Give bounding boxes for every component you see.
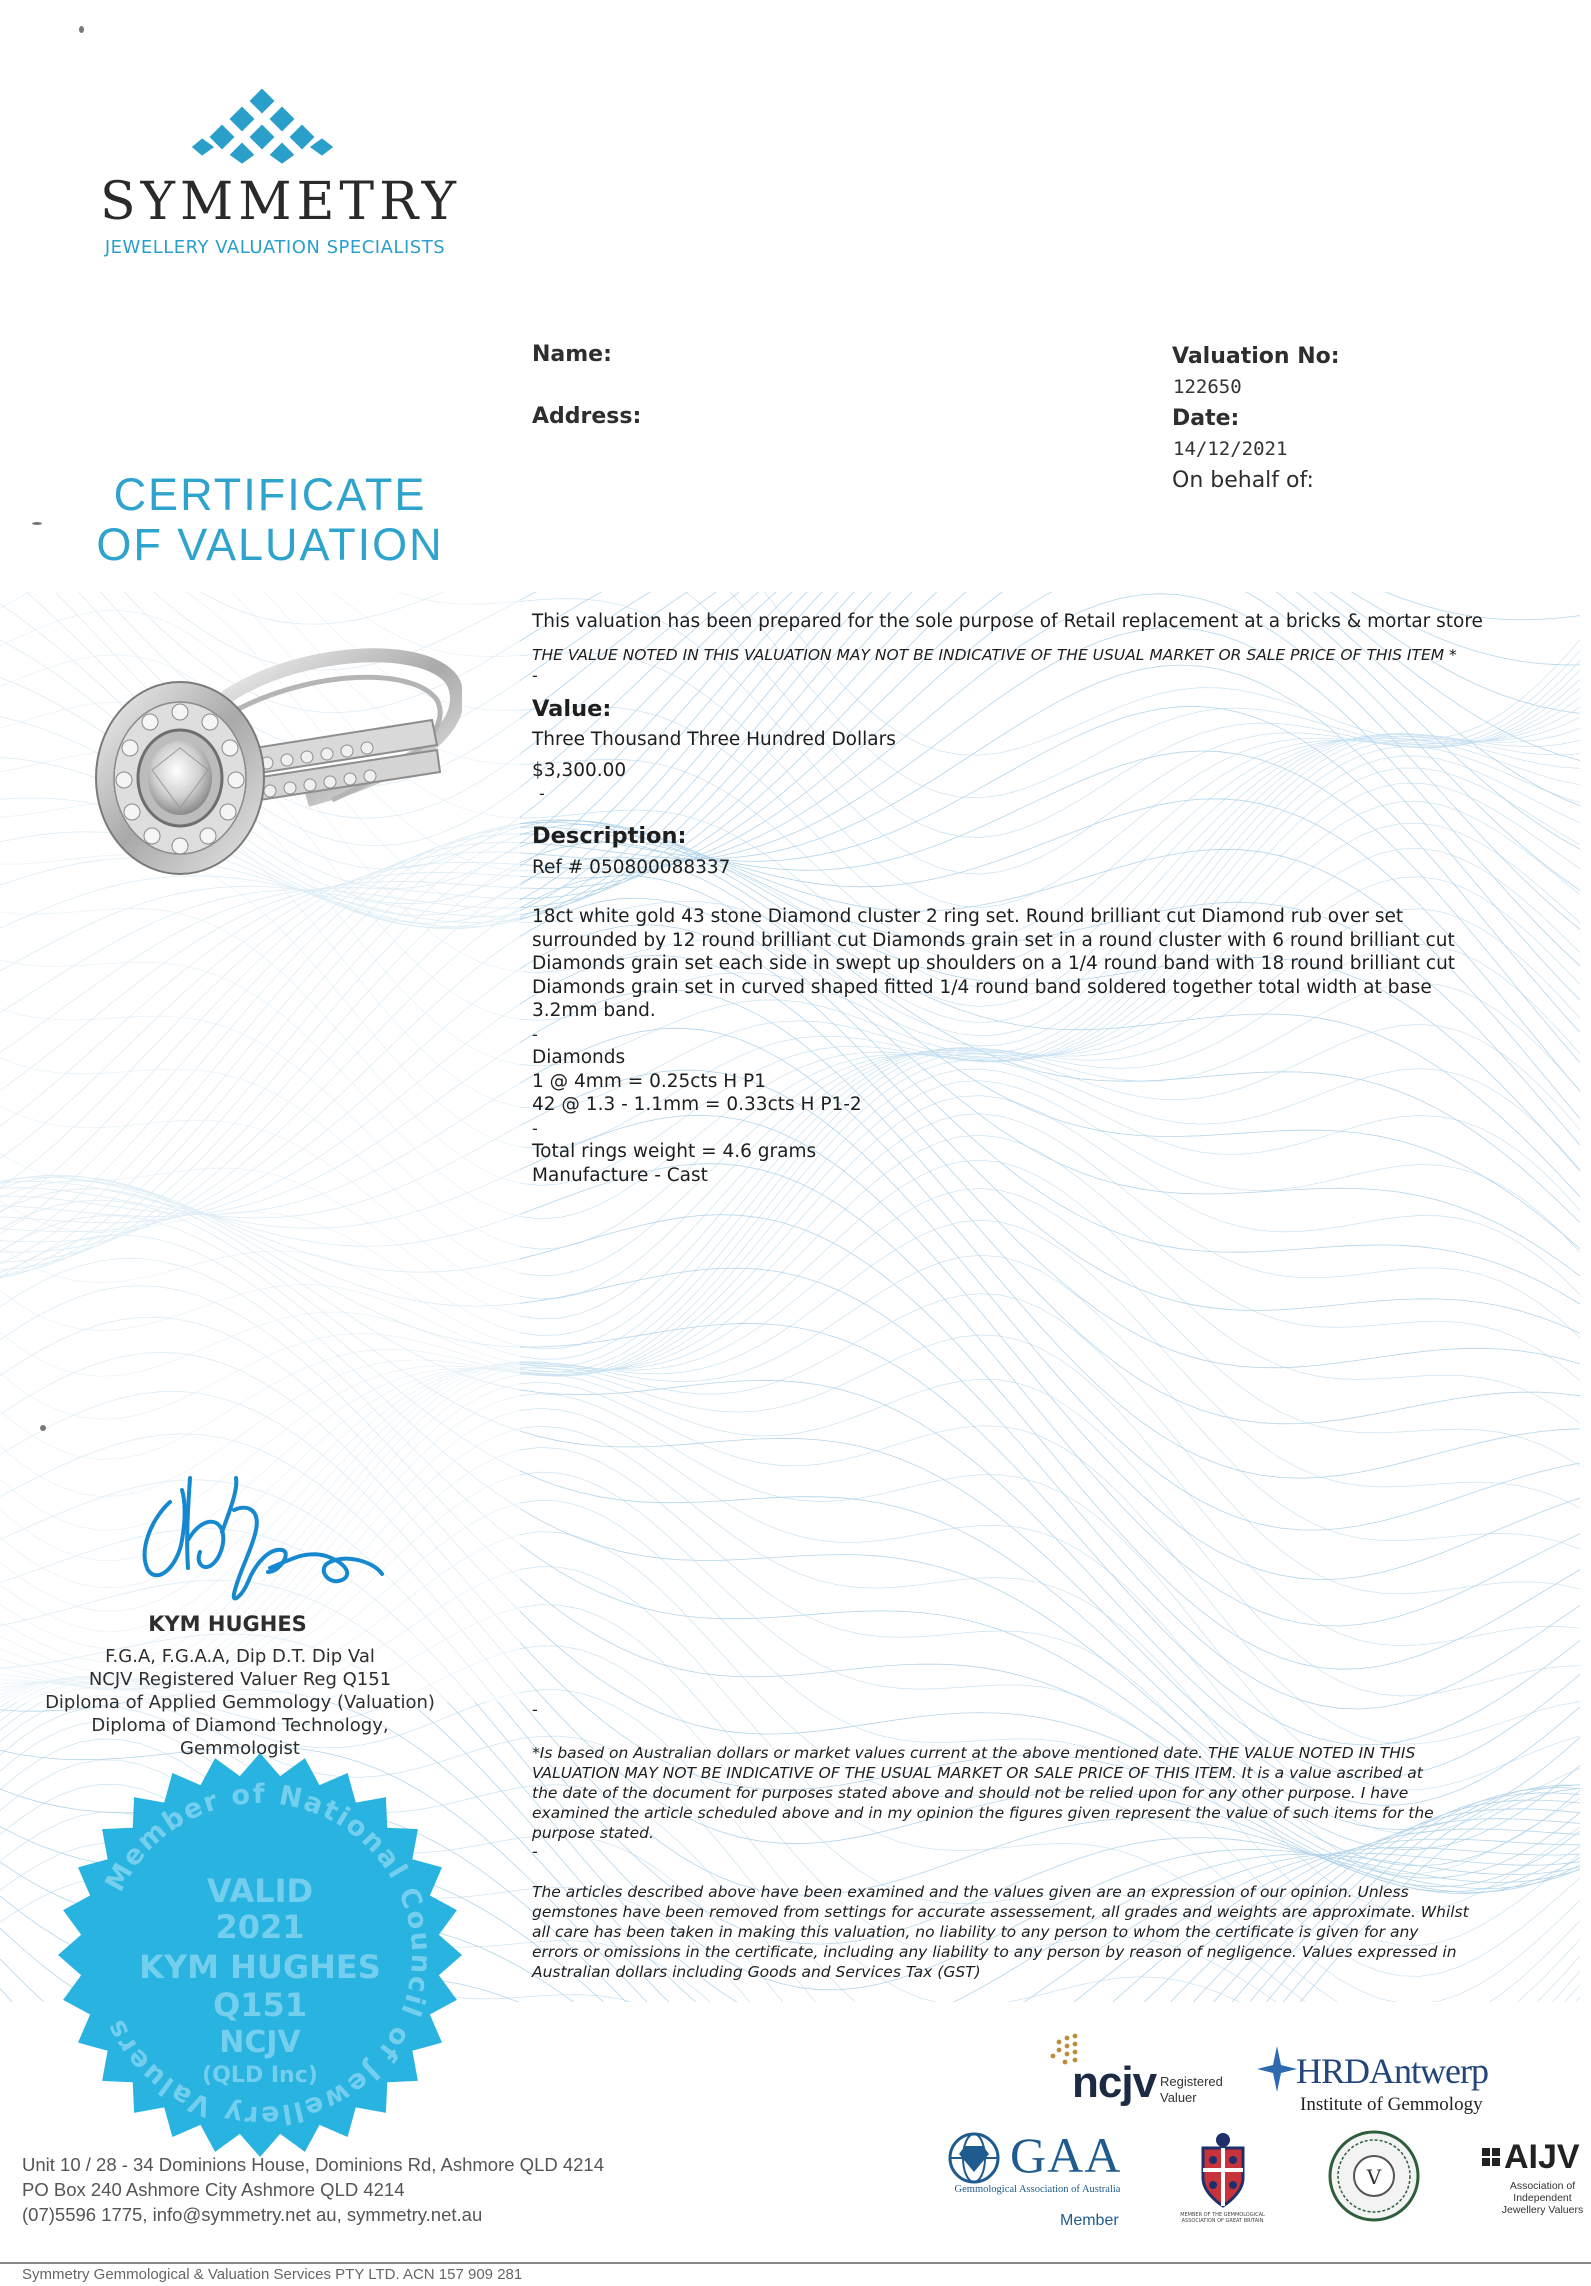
diamond-spec-2: 42 @ 1.3 - 1.1mm = 0.33cts H P1-2 — [532, 1094, 862, 1115]
separator-dash: - — [532, 666, 538, 685]
liability-note — [532, 1882, 1582, 1982]
description-heading: Description: — [532, 823, 687, 849]
description-line: 3.2mm band. — [532, 1000, 656, 1021]
certificate-title-line-1: CERTIFICATE — [113, 469, 427, 520]
ncjv-logo-text: ncjv — [1072, 2058, 1157, 2107]
credential-line: Diploma of Diamond Technology, — [91, 1715, 389, 1736]
ncjv-seal-stamp — [55, 1750, 465, 2160]
valuation-no-label: Valuation No: — [1172, 344, 1340, 369]
note-line: The articles described above have been examined and the values given are an expression of our opinion. Unless — [532, 1883, 1409, 1901]
description-line: 18ct white gold 43 stone Diamond cluster 2 ring set. Round brilliant cut Diamond rub over set — [532, 906, 1404, 927]
seal-line-6: (QLD Inc) — [202, 2063, 318, 2088]
brand-name: SYMMETRY — [100, 172, 461, 232]
item-description — [532, 905, 1572, 1187]
valuation-no-value: 122650 — [1173, 376, 1242, 398]
diamonds-heading: Diamonds — [532, 1047, 626, 1068]
valuer-credentials — [20, 1645, 460, 1760]
credential-line: NCJV Registered Valuer Reg Q151 — [88, 1669, 392, 1690]
total-weight: Total rings weight = 4.6 grams — [532, 1141, 817, 1162]
separator-dash: - — [539, 784, 545, 803]
note-line: gemstones have been removed from settings for accurate assessement, all grades and weights are approximate. Whilst — [532, 1903, 1469, 1921]
gemmological-crest-icon — [1195, 2130, 1251, 2210]
note-line: examined the article scheduled above and in my opinion the figures given represent the value of such items for the — [532, 1804, 1434, 1822]
value-amount: $3,300.00 — [532, 760, 627, 781]
hrd-star-icon — [1257, 2046, 1297, 2092]
address-line-2: PO Box 240 Ashmore City Ashmore QLD 4214 — [22, 2179, 405, 2200]
reference-number: Ref # 050800088337 — [532, 857, 731, 878]
brand-tagline: JEWELLERY VALUATION SPECIALISTS — [104, 237, 446, 258]
seal-line-4: Q151 — [213, 1986, 307, 2024]
gaa-globe-icon — [945, 2132, 1003, 2184]
gaa-member-label: Member — [1060, 2212, 1119, 2229]
seal-line-5: NCJV — [219, 2025, 301, 2060]
date-value: 14/12/2021 — [1173, 438, 1288, 460]
aijv-sub-line: Association of — [1509, 2180, 1576, 2192]
valuation-note — [532, 1743, 1582, 1843]
hrd-antwerp-logo-text: HRDAntwerp — [1296, 2051, 1488, 2091]
seal-line-2: 2021 — [215, 1908, 305, 1946]
hrd-institute-text: Institute of Gemmology — [1300, 2094, 1483, 2115]
ncjv-registered-valuer — [1160, 2074, 1223, 2106]
gaa-full-name: Gemmological Association of Australia — [954, 2184, 1121, 2195]
scan-speck — [79, 26, 84, 33]
contact-line: (07)5596 1775, info@symmetry.net au, symmetry.net.au — [22, 2204, 483, 2225]
description-line: Diamonds grain set in curved shaped fitted 1/4 round band soldered together total width at base — [532, 976, 1432, 998]
certificate-title-line-2: OF VALUATION — [96, 519, 444, 570]
footer-address — [22, 2152, 604, 2227]
valuation-purpose: This valuation has been prepared for the sole purpose of Retail replacement at a bricks & mortar store — [532, 611, 1483, 632]
note-line: Australian dollars including Goods and Services Tax (GST) — [532, 1963, 981, 1981]
note-line: VALUATION MAY NOT BE INDICATIVE OF THE USUAL MARKET OR SALE PRICE OF THIS ITEM. It is a value ascribed at — [532, 1764, 1423, 1782]
separator-dash: - — [532, 1842, 538, 1861]
note-line: purpose stated. — [532, 1824, 654, 1842]
aijv-sub-line: Independent — [1513, 2192, 1572, 2204]
note-line: all care has been taken in making this valuation, no liability to any person to whom the certificate is given for any — [532, 1923, 1419, 1941]
gaa-logo-text: GAA — [1010, 2127, 1122, 2183]
footer-divider — [0, 2262, 1591, 2264]
separator-dash: - — [532, 1700, 538, 1719]
name-label: Name: — [532, 342, 612, 367]
valuers-round-seal-icon — [1328, 2130, 1420, 2222]
value-in-words: Three Thousand Three Hundred Dollars — [532, 729, 896, 750]
crest-caption: MEMBER OF THE GEMMOLOGICAL ASSOCIATION OF GREAT BRITAIN — [1180, 2212, 1265, 2224]
diamond-spec-1: 1 @ 4mm = 0.25cts H P1 — [532, 1070, 766, 1092]
aijv-sub-line: Jewellery Valuers — [1501, 2204, 1584, 2216]
credential-line: Gemmologist — [180, 1738, 300, 1759]
scan-speck — [32, 522, 42, 525]
svg-text:V: V — [1366, 2165, 1382, 2189]
value-heading: Value: — [532, 696, 612, 722]
scan-speck — [40, 1425, 46, 1431]
diamond-ring-photo — [92, 640, 462, 910]
market-disclaimer: THE VALUE NOTED IN THIS VALUATION MAY NOT BE INDICATIVE OF THE USUAL MARKET OR SALE PRICE OF THIS ITEM * — [532, 646, 1457, 664]
seal-line-1: VALID — [206, 1872, 314, 1910]
credential-line: Diploma of Applied Gemmology (Valuation) — [45, 1692, 435, 1713]
seal-ring-text: Member of National Council of Jewellery Valuers — [99, 1778, 437, 2132]
note-line: the date of the document for purposes stated above and should not be relied upon for any other purpose. I have — [532, 1784, 1409, 1802]
symmetry-diamond-logo-icon — [190, 85, 335, 167]
ncjv-sub-line: Valuer — [1160, 2090, 1197, 2105]
note-line: errors or omissions in the certificate, including any liability to any person by reason of negligence. Values expressed in — [532, 1943, 1457, 1961]
aijv-full-name — [1494, 2180, 1591, 2216]
seal-line-3: KYM HUGHES — [139, 1948, 381, 1986]
valuer-name: KYM HUGHES — [148, 1612, 307, 1636]
valuer-signature — [130, 1470, 390, 1610]
address-line-1: Unit 10 / 28 - 34 Dominions House, Dominions Rd, Ashmore QLD 4214 — [22, 2154, 605, 2175]
certificate-title — [60, 470, 480, 570]
description-line: surrounded by 12 round brilliant cut Diamonds grain set in a round cluster with 6 round brilliant cut — [532, 929, 1455, 951]
separator-dash: - — [532, 1118, 538, 1138]
manufacture-method: Manufacture - Cast — [532, 1164, 708, 1186]
aijv-blocks-icon — [1482, 2148, 1502, 2176]
aijv-logo-text: AIJV — [1504, 2138, 1580, 2176]
separator-dash: - — [532, 1024, 538, 1044]
date-label: Date: — [1172, 406, 1240, 431]
footer-company-name: Symmetry Gemmological & Valuation Services PTY LTD. ACN 157 909 281 — [22, 2266, 523, 2283]
credential-line: F.G.A, F.G.A.A, Dip D.T. Dip Val — [105, 1646, 375, 1667]
on-behalf-label: On behalf of: — [1172, 468, 1314, 493]
address-label: Address: — [532, 404, 642, 429]
ncjv-sub-line: Registered — [1160, 2074, 1223, 2089]
description-line: Diamonds grain set each side in swept up shoulders on a 1/4 round band with 18 round brilliant cut — [532, 953, 1456, 974]
note-line: *Is based on Australian dollars or market values current at the above mentioned date. THE VALUE NOTED IN THIS — [532, 1744, 1416, 1762]
